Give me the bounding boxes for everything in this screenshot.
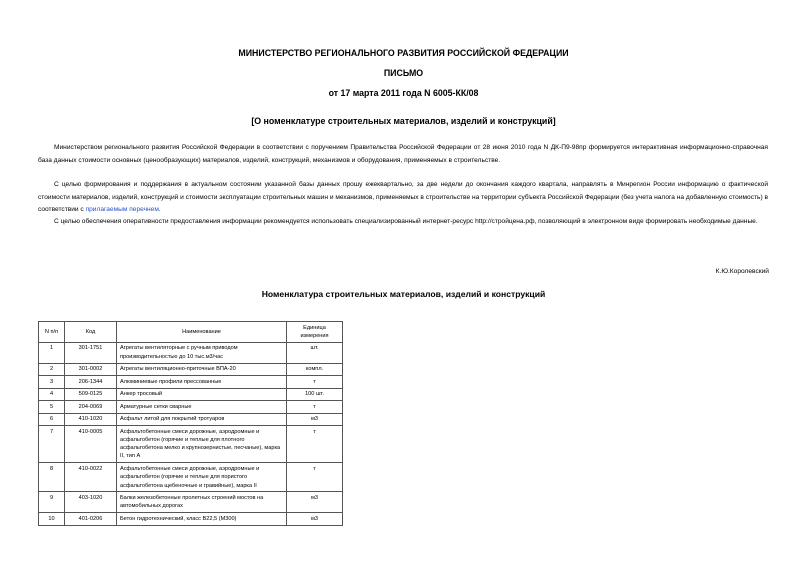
paragraph-2 <box>38 179 768 217</box>
header-unit: Единица измерения <box>287 322 343 343</box>
row-unit: м3 <box>287 413 343 425</box>
table-row <box>39 342 343 363</box>
table-row <box>39 463 343 492</box>
table-header-row <box>39 322 343 343</box>
row-unit: т <box>287 463 343 492</box>
row-number: 3 <box>39 376 65 388</box>
row-number: 9 <box>39 492 65 513</box>
row-name: Балки железобетонные пролетных строений мостов на автомобильных дорогах <box>117 492 287 513</box>
row-number: 1 <box>39 342 65 363</box>
table-row <box>39 513 343 525</box>
row-code: 301-1751 <box>65 342 117 363</box>
signature: К.Ю.Королевский <box>715 268 769 275</box>
paragraph-3: С целью обеспечения оперативности предоставления информации рекомендуется использовать специализированный интернет-ресурс http://стройцена.рф, позволяющий в электронном виде формировать необходимые данные. <box>54 218 758 225</box>
row-name: Асфальтобетонные смеси дорожные, аэродромные и асфальтобетон (горячие и теплые для пористого асфальтобетона щебеночные и гравийные), марка II <box>117 463 287 492</box>
row-number: 4 <box>39 388 65 400</box>
paragraph-2-text: С целью формирования и поддержания в актуальном состоянии указанной базы данных прошу ежеквартально, за две недели до окончания каждого квартала, направлять в Минрегион России информацию о фактической стоимости материалов, изделий, конструкций и стоимости эксплуатации строительных машин и механизмов, применяемых в строительстве на территории субъекта Российской Федерации (без учета налога на добавленную стоимость) в соответствии с <box>38 181 768 213</box>
row-unit: т <box>287 376 343 388</box>
row-unit: т <box>287 401 343 413</box>
row-unit: т <box>287 425 343 462</box>
paragraph-1: Министерством регионального развития Российской Федерации в соответствии с поручением Правительства Российской Федерации от 28 июня 2010 года N ДК-П9-98пр формируется интерактивная информационно-справочная база данных стоимости основных (ценообразующих) материалов, изделий, конструкций, механизмов и оборудования, применяемых в строительстве. <box>38 144 768 164</box>
row-code: 401-0206 <box>65 513 117 525</box>
row-code: 204-0069 <box>65 401 117 413</box>
row-code: 509-0125 <box>65 388 117 400</box>
row-name: Арматурные сетки сварные <box>117 401 287 413</box>
row-name: Бетон гидротехнический, класс В22,5 (М300) <box>117 513 287 525</box>
row-number: 2 <box>39 363 65 375</box>
row-name: Алюминиевые профили прессованные <box>117 376 287 388</box>
document-subject: [О номенклатуре строительных материалов, изделий и конструкций] <box>251 116 556 126</box>
row-name: Асфальт литой для покрытий тротуаров <box>117 413 287 425</box>
header-code: Код <box>65 322 117 343</box>
table-row <box>39 492 343 513</box>
row-unit: м3 <box>287 513 343 525</box>
row-unit: м3 <box>287 492 343 513</box>
row-unit: компл. <box>287 363 343 375</box>
table-row <box>39 376 343 388</box>
row-code: 410-1020 <box>65 413 117 425</box>
row-name: Агрегаты вентиляторные с ручным приводом производительностью до 10 тыс.м3/час <box>117 342 287 363</box>
row-number: 10 <box>39 513 65 525</box>
row-number: 7 <box>39 425 65 462</box>
nomenclature-table <box>38 321 343 526</box>
row-code: 410-0022 <box>65 463 117 492</box>
table-row <box>39 363 343 375</box>
table-row <box>39 425 343 462</box>
header-name: Наименование <box>117 322 287 343</box>
row-code: 301-0002 <box>65 363 117 375</box>
table-row <box>39 388 343 400</box>
row-name: Анкер тросовый <box>117 388 287 400</box>
row-number: 5 <box>39 401 65 413</box>
header-number: N п/п <box>39 322 65 343</box>
attached-list-link[interactable]: прилагаемым перечнем <box>85 206 159 213</box>
ministry-heading: МИНИСТЕРСТВО РЕГИОНАЛЬНОГО РАЗВИТИЯ РОССИЙСКОЙ ФЕДЕРАЦИИ <box>238 48 569 58</box>
table-row <box>39 413 343 425</box>
table-row <box>39 401 343 413</box>
row-code: 410-0005 <box>65 425 117 462</box>
row-number: 8 <box>39 463 65 492</box>
row-unit: 100 шт. <box>287 388 343 400</box>
document-date-number: от 17 марта 2011 года N 6005-КК/08 <box>328 88 479 98</box>
table-title: Номенклатура строительных материалов, изделий и конструкций <box>261 289 546 299</box>
row-name: Асфальтобетонные смеси дорожные, аэродромные и асфальтобетон (горячие и теплые для плотного асфальтобетона мелко и крупнозернистые, песчаные), марка II, тип А <box>117 425 287 462</box>
paragraph-2-end: . <box>158 206 161 213</box>
row-name: Агрегаты вентиляционно-приточные ВПА-20 <box>117 363 287 375</box>
row-number: 6 <box>39 413 65 425</box>
row-code: 403-1020 <box>65 492 117 513</box>
row-code: 206-1344 <box>65 376 117 388</box>
document-type: ПИСЬМО <box>383 68 424 78</box>
row-unit: шт. <box>287 342 343 363</box>
